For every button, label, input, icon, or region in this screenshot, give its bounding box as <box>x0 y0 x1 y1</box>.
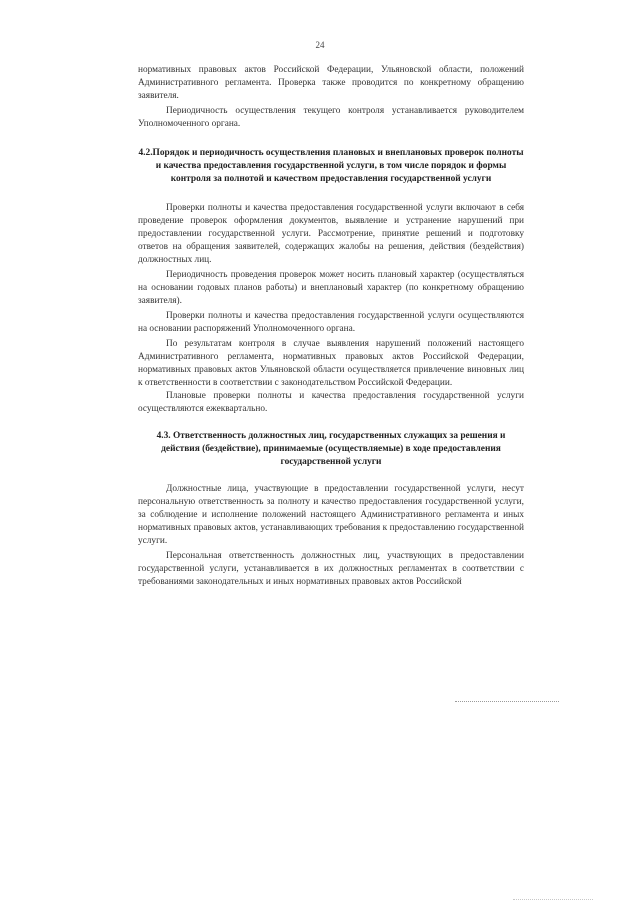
page-number: 24 <box>315 40 325 50</box>
section-4-3-paragraph: Должностные лица, участвующие в предоставлении государственной услуги, несут персональную ответственность за полноту и качество предоставления государственной услуги, за соблюдение и исполнение положений настоящего Административного регламента и иных нормативных правовых актов, устанавливающих требования к предоставлению государственной услуги. <box>138 484 524 546</box>
intro-paragraph: нормативных правовых актов Российской Федерации, Ульяновской области, положений Административного регламента. Проверка также проводится по конкретному обращению заявителя. <box>138 65 524 101</box>
section-4-2-paragraph: Периодичность проведения проверок может носить плановый характер (осуществляться на основании годовых планов работы) и внеплановый характер (по конкретному обращению заявителя). <box>138 270 524 306</box>
section-4-2-paragraph: По результатам контроля в случае выявления нарушений положений настоящего Административного регламента, нормативных правовых актов Российской Федерации, нормативных правовых актов Ульяновской области осуществляется привлечение виновных лиц к ответственности в соответствии с законодательством Российской Федерации. <box>138 339 524 388</box>
footer-divider <box>455 701 559 702</box>
intro-paragraph: Периодичность осуществления текущего контроля устанавливается руководителем Уполномоченного органа. <box>138 106 524 129</box>
scan-margin-mark <box>513 899 593 900</box>
section-4-2-heading: 4.2.Порядок и периодичность осуществления плановых и внеплановых проверок полноты и качества предоставления государственной услуги, в том числе порядок и формы контроля за полнотой и качеством предоставления государственной услуги <box>138 148 524 184</box>
section-4-2-paragraph: Плановые проверки полноты и качества предоставления государственной услуги осуществляются ежеквартально. <box>138 391 524 414</box>
section-4-2-paragraph: Проверки полноты и качества предоставления государственной услуги осуществляются на основании распоряжений Уполномоченного органа. <box>138 311 524 334</box>
section-4-2-paragraph: Проверки полноты и качества предоставления государственной услуги включают в себя проведение проверок оформления документов, выявление и устранение нарушений при предоставлении государственной услуги. Рассмотрение, принятие решений и подготовку ответов на обращения заявителей, содержащих жалобы на решения, действия (бездействия) должностных лиц. <box>138 203 524 265</box>
section-4-3-paragraph: Персональная ответственность должностных лиц, участвующих в предоставлении государственной услуги, устанавливается в их должностных регламентах в соответствии с требованиями законодательных и иных нормативных правовых актов Российской <box>138 551 524 587</box>
page-content <box>138 64 524 589</box>
section-4-3-heading: 4.3. Ответственность должностных лиц, государственных служащих за решения и действия (бездействие), принимаемые (осуществляемые) в ходе предоставления государственной услуги <box>156 431 506 467</box>
